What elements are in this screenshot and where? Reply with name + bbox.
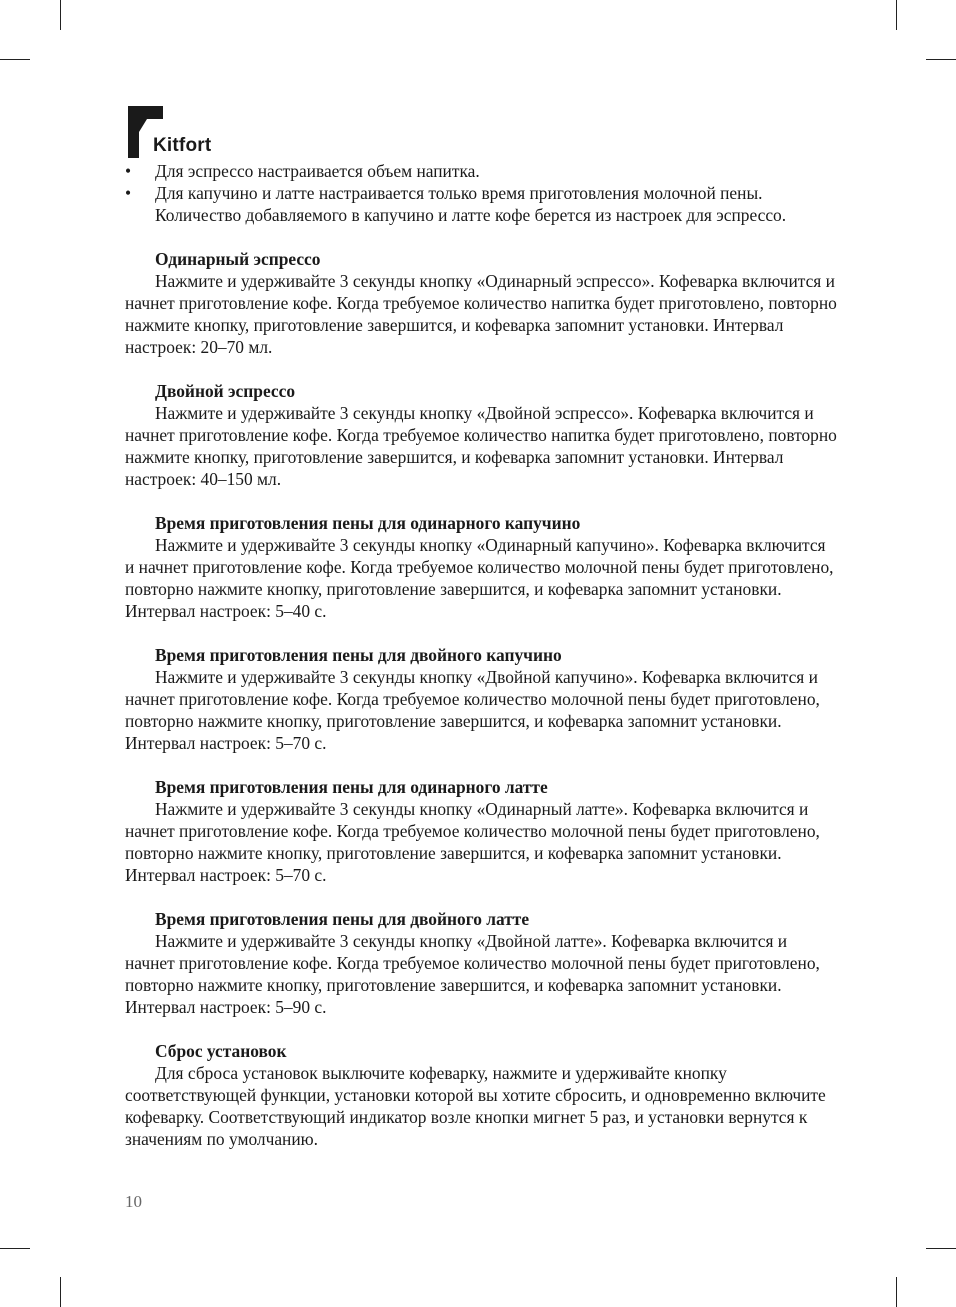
- crop-mark: [0, 1248, 30, 1249]
- section-paragraph: Для сброса установок выключите кофеварку, нажмите и удерживайте кнопку соответствующей функции, установки которой вы хотите сбросить, и одновременно включите кофеварку. Соответствующий индикатор возле кнопки мигнет 5 раз, и установки вернутся к значениям по умолчанию.: [125, 1063, 826, 1149]
- section-reset-settings: [125, 1040, 837, 1150]
- section-heading: Время приготовления пены для двойного латте: [155, 909, 530, 929]
- brand-name: Kitfort: [153, 135, 212, 156]
- crop-mark: [0, 59, 30, 60]
- section-heading: Время приготовления пены для одинарного капучино: [155, 513, 581, 533]
- section-paragraph: Нажмите и удерживайте 3 секунды кнопку «Двойной латте». Кофеварка включится и начнет приготовление кофе. Когда требуемое количество молочной пены будет приготовлено, повторно нажмите кнопку, приготовление завершится, и кофеварка запомнит установки. Интервал настроек: 5–90 с.: [125, 931, 820, 1017]
- list-item: [125, 182, 837, 226]
- crop-mark: [60, 1277, 61, 1307]
- crop-mark: [896, 0, 897, 30]
- bullet-text: Для капучино и латте настраивается только время приготовления молочной пены. Количество добавляемого в капучино и латте кофе берется из настроек для эспрессо.: [155, 183, 787, 225]
- section-paragraph: Нажмите и удерживайте 3 секунды кнопку «Одинарный латте». Кофеварка включится и начнет приготовление кофе. Когда требуемое количество молочной пены будет приготовлено, повторно нажмите кнопку, приготовление завершится, и кофеварка запомнит установки. Интервал настроек: 5–70 с.: [125, 799, 820, 885]
- section-double-latte: [125, 908, 837, 1018]
- section-heading: Время приготовления пены для двойного капучино: [155, 645, 562, 665]
- section-double-espresso: [125, 380, 837, 490]
- section-heading: Одинарный эспрессо: [155, 249, 321, 269]
- section-paragraph: Нажмите и удерживайте 3 секунды кнопку «Одинарный эспрессо». Кофеварка включится и начнет приготовление кофе. Когда требуемое количество напитка будет приготовлено, повторно нажмите кнопку, приготовление завершится, и кофеварка запомнит установки. Интервал настроек: 20–70 мл.: [125, 271, 837, 357]
- section-single-espresso: [125, 248, 837, 358]
- section-heading: Сброс установок: [155, 1041, 287, 1061]
- bullet-dot: •: [125, 161, 132, 181]
- crop-mark: [926, 1248, 956, 1249]
- section-paragraph: Нажмите и удерживайте 3 секунды кнопку «Двойной эспрессо». Кофеварка включится и начнет приготовление кофе. Когда требуемое количество напитка будет приготовлено, повторно нажмите кнопку, приготовление завершится, и кофеварка запомнит установки. Интервал настроек: 40–150 мл.: [125, 403, 837, 489]
- section-heading: Время приготовления пены для одинарного латте: [155, 777, 548, 797]
- bullet-text: Для эспрессо настраивается объем напитка.: [155, 161, 480, 181]
- crop-mark: [926, 59, 956, 60]
- bullet-dot: •: [125, 183, 132, 203]
- document-body: [125, 160, 837, 1150]
- section-double-cappuccino: [125, 644, 837, 754]
- section-heading: Двойной эспрессо: [155, 381, 296, 401]
- crop-mark: [896, 1277, 897, 1307]
- list-item: [125, 160, 837, 182]
- section-paragraph: Нажмите и удерживайте 3 секунды кнопку «Одинарный капучино». Кофеварка включится и начнет приготовление кофе. Когда требуемое количество молочной пены будет приготовлено, повторно нажмите кнопку, приготовление завершится, и кофеварка запомнит установки. Интервал настроек: 5–40 с.: [125, 535, 834, 621]
- section-paragraph: Нажмите и удерживайте 3 секунды кнопку «Двойной капучино». Кофеварка включится и начнет приготовление кофе. Когда требуемое количество молочной пены будет приготовлено, повторно нажмите кнопку, приготовление завершится, и кофеварка запомнит установки. Интервал настроек: 5–70 с.: [125, 667, 820, 753]
- bullet-list: [125, 160, 837, 226]
- section-single-cappuccino: [125, 512, 837, 622]
- page-number: 10: [125, 1192, 142, 1211]
- section-single-latte: [125, 776, 837, 886]
- crop-mark: [60, 0, 61, 30]
